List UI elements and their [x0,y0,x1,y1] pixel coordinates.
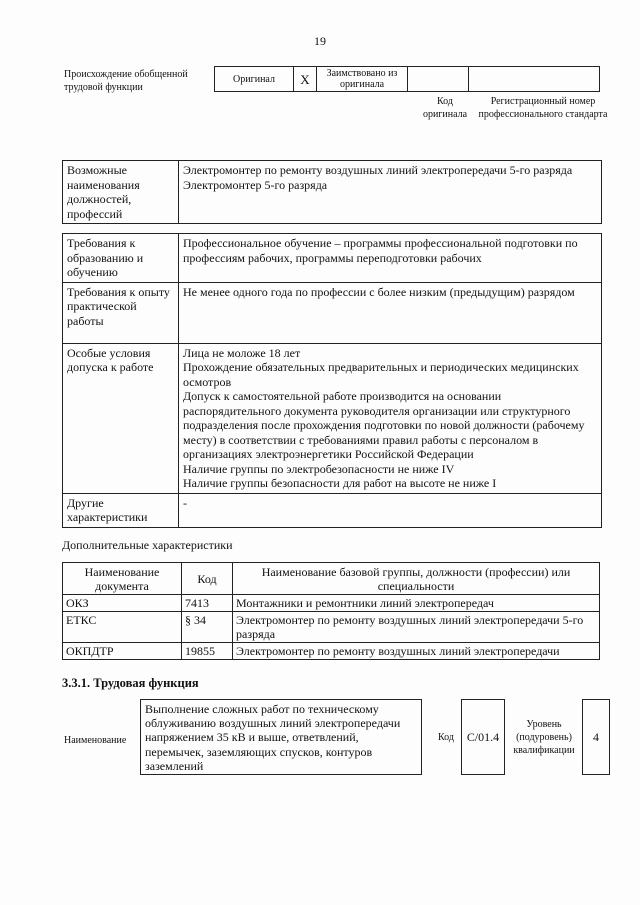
addl-doc: ОКПДТР [63,643,182,660]
origin-mark: X [294,67,317,92]
requirements-table [62,233,602,528]
table-row [63,643,600,660]
req-admission-label: Особые условия допуска к работе [63,343,179,493]
position-line: Электромонтер 5-го разряда [183,177,328,192]
additional-title: Дополнительные характеристики [62,538,233,552]
positions-value [179,161,602,224]
table-row [63,595,600,612]
req-line: Допуск к самостоятельной работе производится на основании распорядительного документа руководителя организации или структурного подразделения после прохождения подготовки по новой должности (рабочему месту) в соответствии с требованиями правил работы с персоналом в организациях электроэнергетики Российской Федерации [183,389,585,461]
addl-header-name: Наименование базовой группы, должности (профессии) или специальности [233,563,600,595]
req-other-value [179,493,602,527]
positions-label: Возможные наименования должностей, профессий [63,161,179,224]
code-label: Код [438,732,454,743]
origin-reg-label: Регистрационный номер профессионального стандарта [478,96,608,120]
labor-function-code: C/01.4 [461,699,505,775]
req-experience-label: Требования к опыту практической работы [63,282,179,343]
req-line: Лица не моложе 18 лет [183,345,301,360]
req-line: - [183,495,187,510]
req-line: Прохождение обязательных предварительных и периодических медицинских осмотров [183,360,579,389]
req-other-label: Другие характеристики [63,493,179,527]
labor-function-heading: 3.3.1. Трудовая функция [62,676,199,690]
level-label: Уровень (подуровень) квалификации [513,719,575,756]
positions-table [62,160,602,224]
req-line: Не менее одного года по профессии с более низким (предыдущим) разрядом [183,284,575,299]
labor-function-name: Выполнение сложных работ по техническому облуживанию воздушных линий электропередачи напряжением 35 кВ и выше, ответвлений, перемычек, заземляющих спусков, контуров заземлений [140,699,422,775]
addl-name: Монтажники и ремонтники линий электропередач [233,595,600,612]
additional-table [62,562,600,660]
req-line: Наличие группы по электробезопасности не ниже IV [183,461,455,476]
addl-code: § 34 [182,612,233,643]
req-line: Наличие группы безопасности для работ на высоте не ниже I [183,476,497,490]
origin-original: Оригинал [215,67,294,92]
origin-code-cell [408,67,469,92]
addl-doc: ЕТКС [63,612,182,643]
addl-code: 19855 [182,643,233,660]
origin-label: Происхождение обобщенной трудовой функции [64,69,188,93]
req-education-value [179,234,602,283]
addl-code: 7413 [182,595,233,612]
req-admission-value [179,343,602,493]
req-line: Профессиональное обучение – программы профессиональной подготовки по профессиям рабочих, программы переподготовки рабочих [183,236,578,265]
addl-doc: ОКЗ [63,595,182,612]
addl-header-code: Код [182,563,233,595]
origin-code-label: Код оригинала [422,96,468,120]
origin-borrowed: Заимствовано из оригинала [317,67,408,92]
qualification-level: 4 [582,699,610,775]
req-education-label: Требования к образованию и обучению [63,234,179,283]
page-number: 19 [314,34,326,48]
table-row [63,612,600,643]
origin-reg-cell [469,67,600,92]
position-line: Электромонтер по ремонту воздушных линий электропередачи 5-го разряда [183,163,573,177]
origin-table [214,66,600,92]
name-label: Наименование [64,735,127,746]
addl-name: Электромонтер по ремонту воздушных линий электропередачи [233,643,600,660]
addl-name: Электромонтер по ремонту воздушных линий электропередачи 5-го разряда [233,612,600,643]
req-experience-value [179,282,602,343]
addl-header-doc: Наименование документа [63,563,182,595]
